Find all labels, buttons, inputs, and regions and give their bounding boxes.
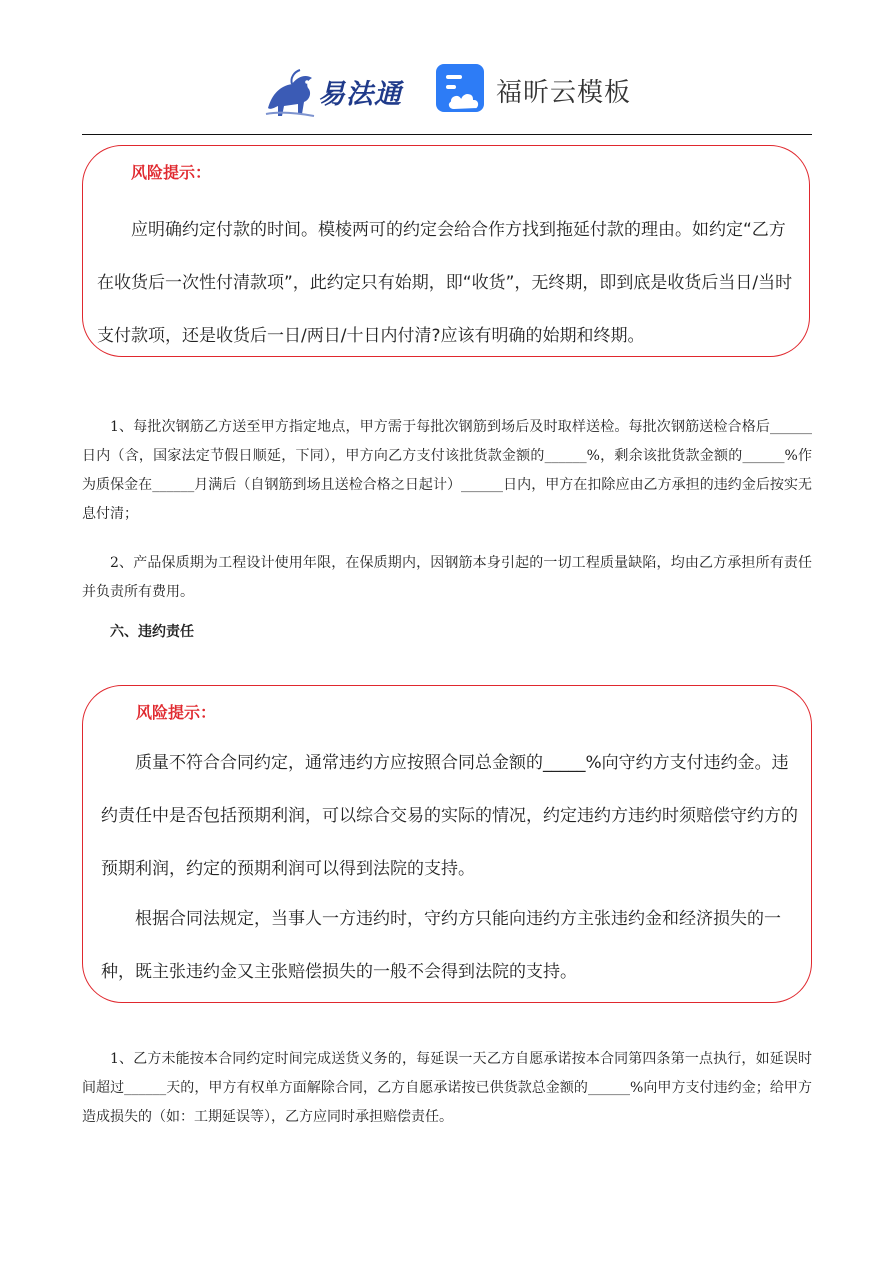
risk-notice-box-2	[82, 685, 812, 1003]
payment-clause-1: 1、每批次钢筋乙方送至甲方指定地点，甲方需于每批次钢筋到场后及时取样送检。每批次钢筋送检合格后______日内（含，国家法定节假日顺延，下同），甲方向乙方支付该批货款金额的______%，剩余该批货款金额的______%作为质保金在______月满后（自钢筋到场且送检合格之日起计）______日内，甲方在扣除应由乙方承担的违约金后按实无息付清；	[82, 419, 812, 522]
breach-clause-1: 1、乙方未能按本合同约定时间完成送货义务的，每延误一天乙方自愿承诺按本合同第四条第一点执行，如延误时间超过______天的，甲方有权单方面解除合同，乙方自愿承诺按已供货款总金额的______%向甲方支付违约金；给甲方造成损失的（如：工期延误等），乙方应同时承担赔偿责任。	[82, 1051, 812, 1125]
risk-notice-title: 风险提示：	[131, 163, 212, 182]
header-divider	[82, 134, 812, 135]
page-header	[0, 58, 893, 128]
risk-notice-text-1: 质量不符合合同约定，通常违约方应按照合同总金额的_____%向守约方支付违约金。违约责任中是否包括预期利润，可以综合交易的实际的情况，约定违约方违约时须赔偿守约方的预期利润，约定的预期利润可以得到法院的支持。	[101, 753, 798, 879]
logo1-text: 易法通	[318, 79, 402, 110]
foxit-cloud-template-icon	[436, 64, 484, 116]
payment-clause-2: 2、产品保质期为工程设计使用年限，在保质期内，因钢筋本身引起的一切工程质量缺陷，均由乙方承担所有责任并负责所有费用。	[82, 555, 812, 600]
risk-notice-box-1	[82, 145, 810, 357]
yifatong-logo	[262, 64, 417, 120]
qilin-icon	[262, 64, 318, 120]
logo2-text: 福昕云模板	[496, 78, 632, 108]
risk-notice-title: 风险提示：	[136, 703, 217, 722]
risk-notice-text-2: 根据合同法规定，当事人一方违约时，守约方只能向违约方主张违约金和经济损失的一种，既主张违约金又主张赔偿损失的一般不会得到法院的支持。	[101, 909, 781, 982]
risk-notice-text: 应明确约定付款的时间。模棱两可的约定会给合作方找到拖延付款的理由。如约定“乙方在收货后一次性付清款项”，此约定只有始期，即“收货”，无终期，即到底是收货后当日/当时支付款项，还是收货后一日/两日/十日内付清?应该有明确的始期和终期。	[97, 220, 793, 346]
section-title-breach: 六、违约责任	[110, 624, 194, 640]
